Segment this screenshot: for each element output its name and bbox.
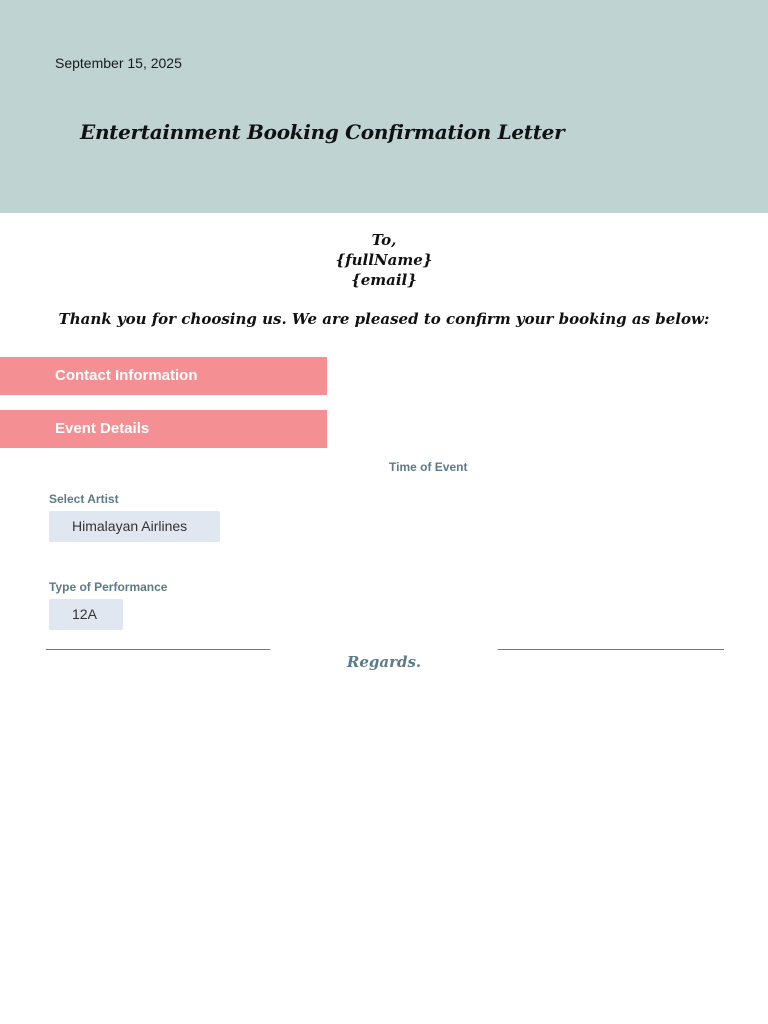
section-contact-information: Contact Information — [0, 357, 327, 395]
time-of-event-label: Time of Event — [389, 460, 468, 474]
letter-header — [0, 0, 768, 213]
intro-text: Thank you for choosing us. We are pleased to confirm your booking as below: — [58, 310, 710, 328]
type-of-performance-field[interactable]: 12A — [49, 599, 123, 630]
recipient-to: To, — [371, 231, 397, 249]
select-artist-label: Select Artist — [49, 492, 119, 506]
signature-line-right — [498, 649, 724, 650]
closing-regards: Regards. — [346, 653, 422, 671]
recipient-name: {fullName} — [335, 251, 433, 269]
letter-title: Entertainment Booking Confirmation Letter — [80, 120, 565, 144]
type-of-performance-label: Type of Performance — [49, 580, 168, 594]
section-event-details: Event Details — [0, 410, 327, 448]
select-artist-field[interactable]: Himalayan Airlines — [49, 511, 220, 542]
recipient-email: {email} — [351, 271, 417, 289]
letter-date: September 15, 2025 — [55, 55, 182, 71]
signature-line-left — [46, 649, 270, 650]
